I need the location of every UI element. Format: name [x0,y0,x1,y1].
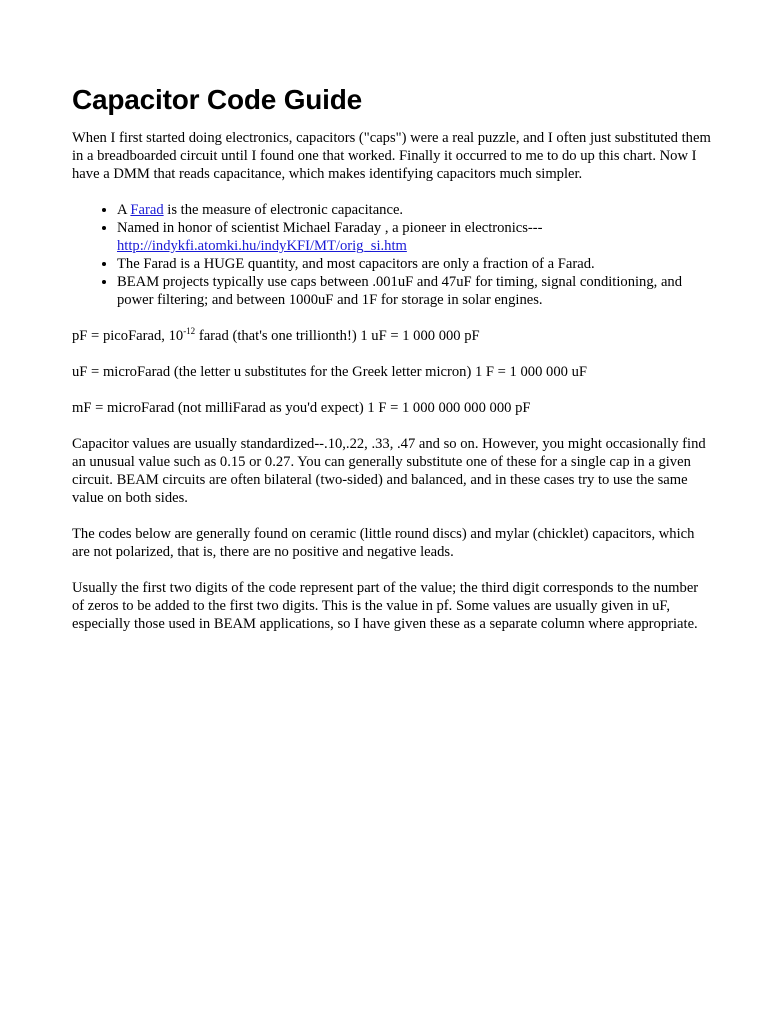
bullet-beam-caps: • BEAM projects typically use caps between .001uF and 47uF for timing, signal conditioning, and power filtering; and between 1000uF and 1F for storage in solar engines. [117,273,712,309]
farad-link[interactable]: Farad [130,202,164,218]
picofarad-prefix: pF = picoFarad, 10 [72,328,184,344]
bullet-2-text: Named in honor of scientist Michael Faraday , a pioneer in electronics--- [117,220,543,236]
page-title: Capacitor Code Guide [72,84,363,115]
bullet-faraday [117,219,712,255]
picofarad-line [72,327,712,345]
codes-paragraph: The codes below are generally found on ceramic (little round discs) and mylar (chicklet) capacitors, which are not polarized, that is, there are no positive and negative leads. [72,526,695,560]
picofarad-suffix: farad (that's one trillionth!) 1 uF = 1 000 000 pF [195,328,480,344]
standard-values-paragraph: Capacitor values are usually standardized--.10,.22, .33, .47 and so on. However, you might occasionally find an unusual value such as 0.15 or 0.27. You can generally substitute one of these for a single cap in a given circuit. BEAM circuits are often bilateral (two-sided) and balanced, and in these cases try to use the same value on both sides. [72,436,706,506]
mf-line: mF = microFarad (not milliFarad as you'd expect) 1 F = 1 000 000 000 000 pF [72,400,531,416]
digits-paragraph: Usually the first two digits of the code represent part of the value; the third digit corresponds to the number of zeros to be added to the first two digits. This is the value in pf. Some values are usually given in uF, especially those used in BEAM applications, so I have given these as a separate column where appropriate. [72,580,699,632]
intro-paragraph: When I first started doing electronics, capacitors ("caps") were a real puzzle, and I often just substituted them in a breadboarded circuit until I found one that worked. Finally it occurred to me to do up this chart. Now I have a DMM that reads capacitance, which makes identifying capacitors much simpler. [72,130,711,182]
bullet-1-prefix: A [117,202,131,218]
bullet-1-suffix: is the measure of electronic capacitance. [163,202,404,218]
microfarad-line: uF = microFarad (the letter u substitutes for the Greek letter micron) 1 F = 1 000 000 uF [72,364,587,380]
picofarad-exponent: -12 [183,326,196,336]
bullet-farad-definition [117,201,712,219]
bullet-farad-quantity: • The Farad is a HUGE quantity, and most capacitors are only a fraction of a Farad. [117,255,712,273]
document-page [72,80,712,651]
farad-bullet-list [72,201,712,309]
faraday-url-link[interactable]: http://indykfi.atomki.hu/indyKFI/MT/orig_si.htm [117,238,407,254]
